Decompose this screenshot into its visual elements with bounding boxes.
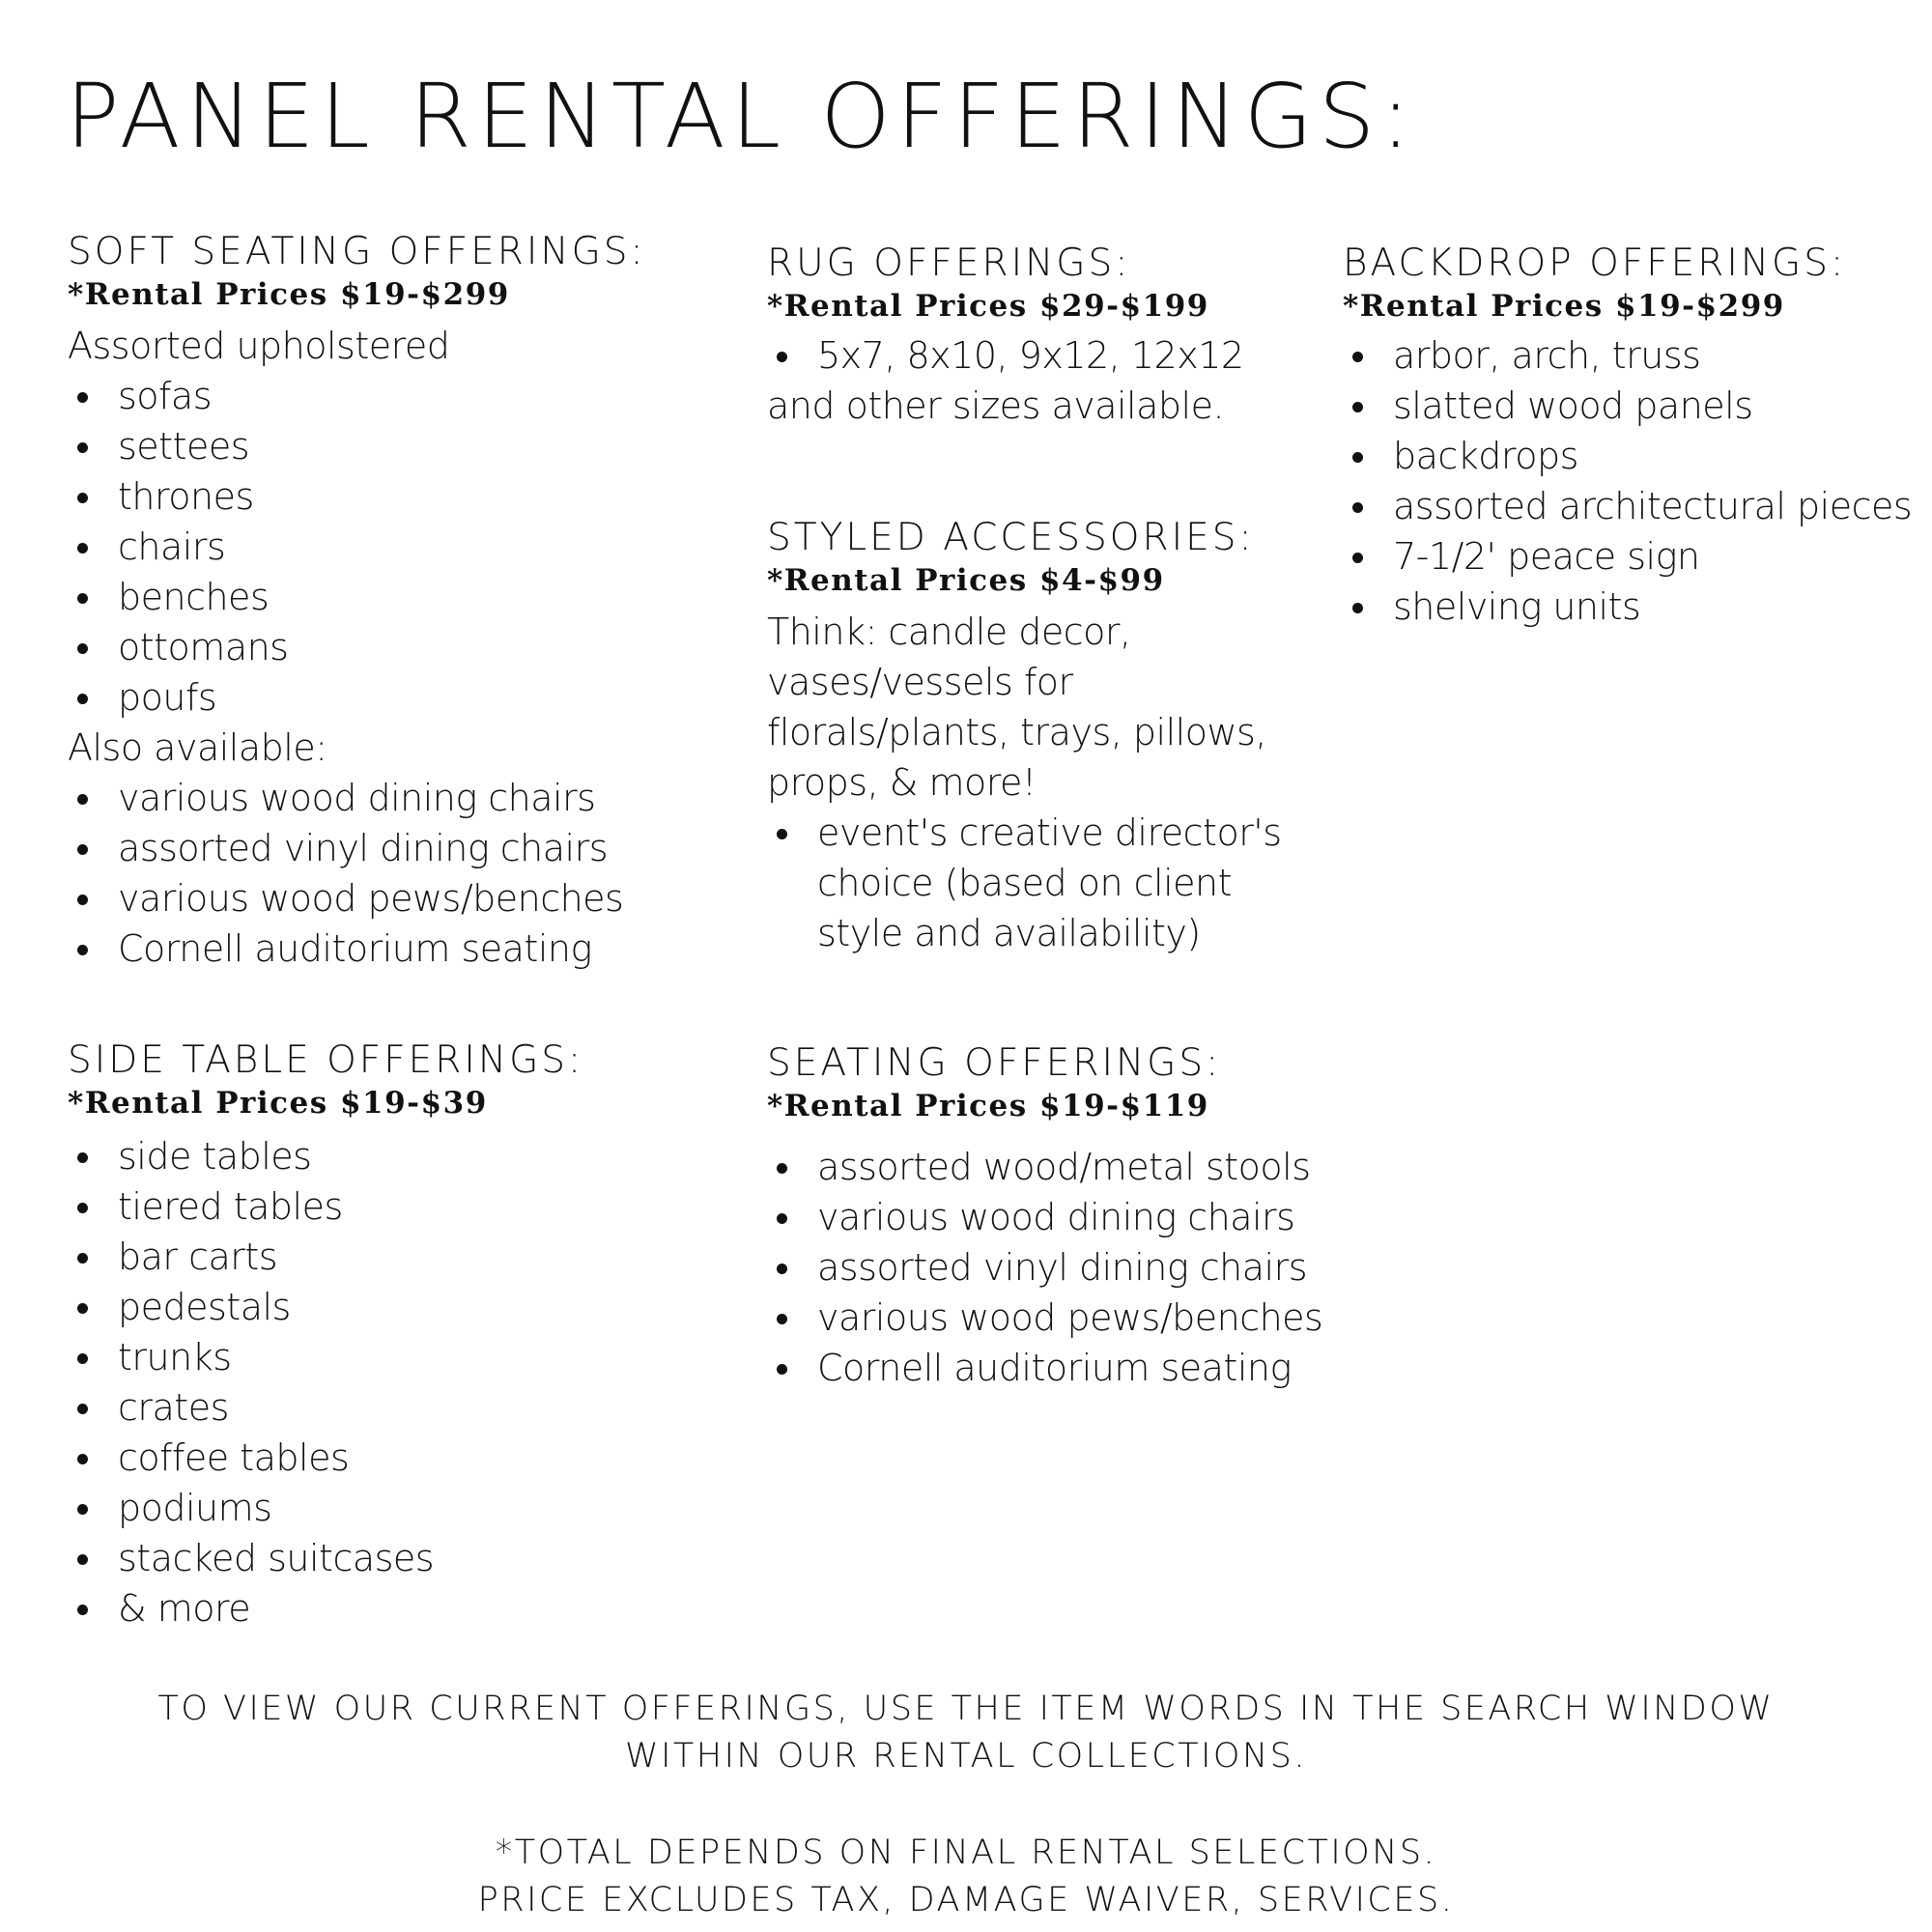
list-item: ottomans	[68, 622, 646, 672]
list-item: various wood pews/benches	[68, 873, 646, 923]
seating-heading: SEATING OFFERINGS:	[767, 1041, 1222, 1085]
list-item: poufs	[68, 672, 646, 723]
list-item: tiered tables	[68, 1181, 583, 1232]
rug-heading: RUG OFFERINGS:	[767, 242, 1131, 285]
footer-line: *TOTAL DEPENDS ON FINAL RENTAL SELECTIONS.	[495, 1833, 1437, 1872]
list-item: 7-1/2' peace sign	[1343, 531, 1912, 582]
list-item: sofas	[68, 371, 646, 421]
list-item: assorted architectural pieces	[1343, 481, 1912, 531]
list-item: assorted wood/metal stools	[767, 1142, 1322, 1192]
list-item: slatted wood panels	[1343, 381, 1912, 431]
rug-list	[767, 330, 1244, 381]
footer-line: WITHIN OUR RENTAL COLLECTIONS.	[624, 1737, 1308, 1776]
rug-price: *Rental Prices $29-$199	[767, 289, 1209, 324]
list-item: Cornell auditorium seating	[767, 1343, 1322, 1393]
list-item: arbor, arch, truss	[1343, 330, 1912, 381]
list-item: trunks	[68, 1332, 583, 1382]
styled-accessories-text: Think: candle decor, vases/vessels for florals/plants, trays, pillows, props, & more!	[767, 611, 1266, 804]
list-item: & more	[68, 1583, 583, 1634]
list-item: chairs	[68, 522, 646, 572]
soft-seating-price: *Rental Prices $19-$299	[68, 277, 510, 312]
footer-line: TO VIEW OUR CURRENT OFFERINGS, USE THE ITEM WORDS IN THE SEARCH WINDOW	[157, 1690, 1775, 1728]
list-item: backdrops	[1343, 431, 1912, 481]
list-item: various wood dining chairs	[68, 773, 646, 823]
styled-accessories-section	[767, 516, 1308, 958]
list-item: podiums	[68, 1483, 583, 1533]
styled-accessories-list	[767, 808, 1308, 958]
backdrop-list	[1343, 330, 1912, 632]
list-item: thrones	[68, 471, 646, 522]
side-table-price: *Rental Prices $19-$39	[68, 1086, 488, 1121]
list-item: pedestals	[68, 1282, 583, 1332]
soft-seating-list	[68, 371, 646, 723]
list-item: various wood dining chairs	[767, 1192, 1322, 1242]
backdrop-heading: BACKDROP OFFERINGS:	[1343, 242, 1847, 285]
side-table-list	[68, 1131, 583, 1634]
list-item: assorted vinyl dining chairs	[767, 1242, 1322, 1293]
rug-note: and other sizes available.	[767, 384, 1225, 427]
list-item: event's creative director's choice (based on client style and availability)	[767, 808, 1308, 958]
list-item: stacked suitcases	[68, 1533, 583, 1583]
seating-section	[767, 1041, 1322, 1393]
side-table-section	[68, 1038, 583, 1634]
soft-seating-section	[68, 230, 646, 974]
footer-pricing-note	[0, 1830, 1932, 1924]
list-item: shelving units	[1343, 582, 1912, 632]
list-item: settees	[68, 421, 646, 471]
list-item: bar carts	[68, 1232, 583, 1282]
side-table-heading: SIDE TABLE OFFERINGS:	[68, 1038, 584, 1082]
rug-section	[767, 242, 1244, 431]
list-item: side tables	[68, 1131, 583, 1181]
styled-accessories-heading: STYLED ACCESSORIES:	[767, 516, 1255, 559]
list-item: assorted vinyl dining chairs	[68, 823, 646, 873]
soft-seating-heading: SOFT SEATING OFFERINGS:	[68, 230, 646, 273]
list-item: 5x7, 8x10, 9x12, 12x12	[767, 330, 1244, 381]
seating-price: *Rental Prices $19-$119	[767, 1089, 1209, 1123]
page-title: PANEL RENTAL OFFERINGS:	[66, 65, 1417, 168]
seating-list	[767, 1142, 1322, 1393]
soft-seating-also-label: Also available:	[68, 726, 327, 769]
backdrop-section	[1343, 242, 1912, 632]
list-item: benches	[68, 572, 646, 622]
soft-seating-intro: Assorted upholstered	[68, 325, 450, 367]
list-item: crates	[68, 1382, 583, 1433]
backdrop-price: *Rental Prices $19-$299	[1343, 289, 1785, 324]
footer-line: PRICE EXCLUDES TAX, DAMAGE WAIVER, SERVICES.	[477, 1881, 1455, 1919]
soft-seating-also-list	[68, 773, 646, 974]
list-item: Cornell auditorium seating	[68, 923, 646, 974]
styled-accessories-price: *Rental Prices $4-$99	[767, 563, 1165, 598]
list-item: various wood pews/benches	[767, 1293, 1322, 1343]
list-item: coffee tables	[68, 1433, 583, 1483]
footer-search-note	[0, 1686, 1932, 1780]
